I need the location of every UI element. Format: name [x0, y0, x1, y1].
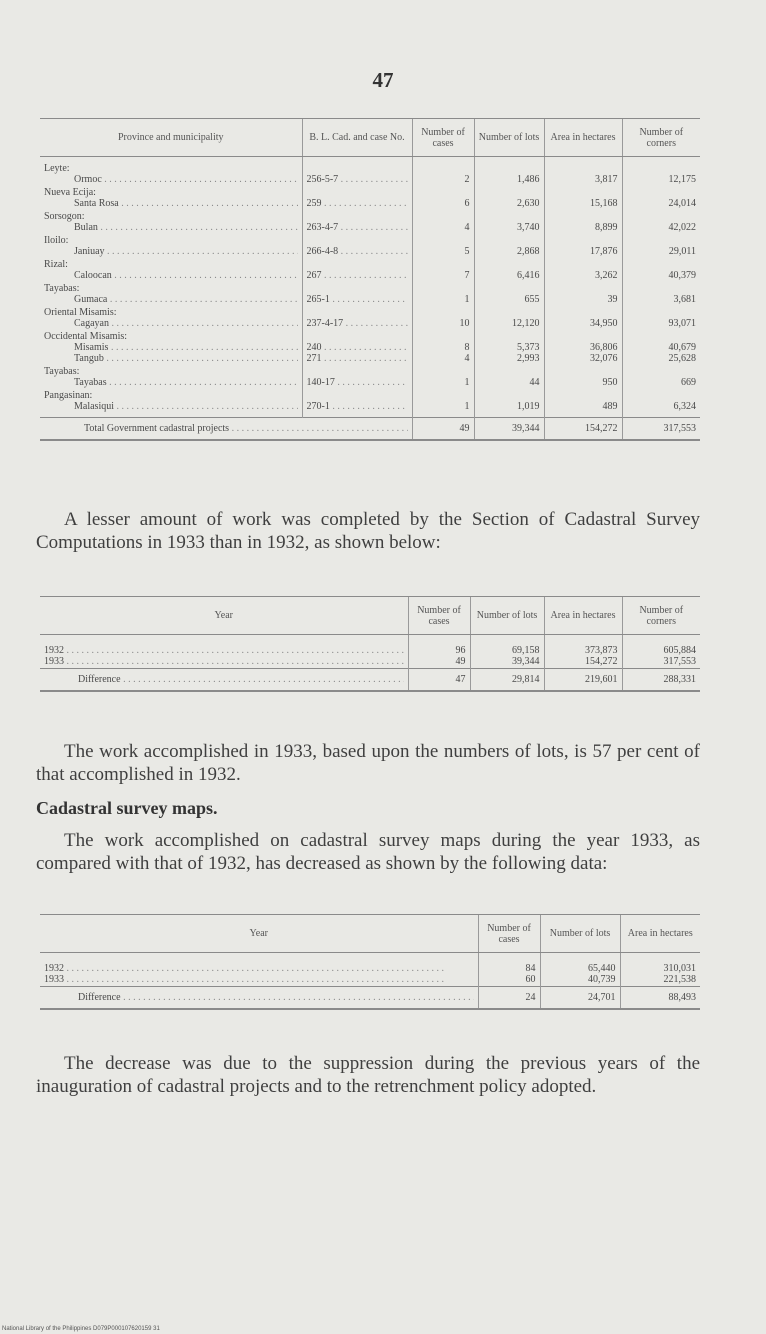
num-cases: 8 — [464, 341, 470, 353]
num-corners: 3,681 — [673, 293, 696, 305]
municipality-name: Cagayan . . . — [44, 318, 298, 329]
num-cases: 60 — [525, 974, 536, 985]
difference-area: 88,493 — [620, 987, 700, 1010]
case-number: 270-1 . . . — [307, 401, 408, 412]
num-lots: 2,868 — [517, 245, 540, 257]
num-corners: 42,022 — [668, 221, 696, 233]
cadastral-projects-table — [40, 118, 700, 441]
case-number: 256-5-7 . . . — [307, 174, 408, 185]
column-header: B. L. Cad. and case No. — [302, 119, 412, 157]
num-cases: 4 — [464, 221, 470, 233]
num-lots: 2,630 — [517, 197, 540, 209]
column-header: Year — [40, 915, 478, 953]
num-cases: 6 — [464, 197, 470, 209]
table-row — [40, 211, 700, 235]
case-number: 240 . . . — [307, 342, 408, 353]
paragraph-decrease: The decrease was due to the suppression during the previous years of the inauguration of cadastral projects and to the retrenchment policy adopted. — [36, 1053, 700, 1097]
municipality-name: Bulan . . . — [44, 222, 298, 233]
province-name: Pangasinan: — [44, 389, 93, 401]
section-heading: Cadastral survey maps. — [36, 798, 218, 818]
num-cases: 49 — [455, 656, 466, 667]
difference-row — [40, 987, 700, 1010]
table-row — [40, 235, 700, 259]
case-number: 259 . . . — [307, 198, 408, 209]
area-hectares: 3,817 — [595, 173, 618, 185]
difference-row — [40, 669, 700, 692]
num-lots: 69,158 — [512, 645, 540, 656]
area-hectares: 39 — [607, 293, 618, 305]
maps-comparison-table — [40, 914, 700, 1010]
table-row — [40, 953, 700, 987]
num-lots: 40,739 — [588, 974, 616, 985]
difference-lots: 24,701 — [540, 987, 620, 1010]
year-label: 1932 . . . — [44, 645, 404, 656]
column-header: Province and municipality — [40, 119, 302, 157]
num-lots: 5,373 — [517, 341, 540, 353]
case-number: 263-4-7 . . . — [307, 222, 408, 233]
num-cases: 10 — [459, 317, 470, 329]
num-cases: 1 — [464, 293, 470, 305]
num-lots: 3,740 — [517, 221, 540, 233]
province-name: Tayabas: — [44, 282, 80, 294]
column-header: Number of cases — [408, 597, 470, 635]
paragraph-percent: The work accomplished in 1933, based upon the numbers of lots, is 57 per cent of that accomplished in 1932. — [36, 741, 700, 785]
case-number: 237-4-17 . . . — [307, 318, 408, 329]
province-name: Nueva Ecija: — [44, 186, 96, 198]
area-hectares: 221,538 — [663, 974, 696, 985]
province-name: Tayabas: — [44, 365, 80, 377]
column-header: Number of lots — [470, 597, 544, 635]
num-corners: 24,014 — [668, 197, 696, 209]
page-number: 47 — [372, 68, 394, 92]
column-header: Area in hectares — [544, 119, 622, 157]
municipality-name: Caloocan . . . — [44, 270, 298, 281]
province-name: Rizal: — [44, 258, 68, 270]
num-corners: 25,628 — [668, 352, 696, 364]
column-header: Area in hectares — [620, 915, 700, 953]
table-row — [40, 366, 700, 390]
table-row — [40, 163, 700, 187]
num-cases: 7 — [464, 269, 470, 281]
municipality-name: Misamis . . . — [44, 342, 298, 353]
municipality-name: Ormoc . . . — [44, 174, 298, 185]
difference-label: Difference . . . — [78, 674, 404, 685]
area-hectares: 489 — [602, 400, 618, 412]
case-number: 271 . . . — [307, 353, 408, 364]
case-number: 140-17 . . . — [307, 377, 408, 388]
year-label: 1933 . . . — [44, 656, 404, 667]
difference-label: Difference . . . — [78, 992, 474, 1003]
province-name: Leyte: — [44, 162, 70, 174]
table-row — [40, 187, 700, 211]
area-hectares: 32,076 — [590, 352, 618, 364]
column-header: Number of cases — [478, 915, 540, 953]
column-header: Number of corners — [622, 119, 700, 157]
column-header: Number of lots — [474, 119, 544, 157]
area-hectares: 373,873 — [585, 645, 618, 656]
total-label: Total Government cadastral projects . . . — [84, 423, 408, 434]
table-row — [40, 307, 700, 331]
case-number: 265-1 . . . — [307, 294, 408, 305]
column-header: Number of cases — [412, 119, 474, 157]
case-number: 266-4-8 . . . — [307, 246, 408, 257]
difference-cases: 47 — [408, 669, 470, 692]
table-row — [40, 635, 700, 669]
num-lots: 2,993 — [517, 352, 540, 364]
table-row — [40, 331, 700, 366]
column-header: Area in hectares — [544, 597, 622, 635]
num-lots: 12,120 — [512, 317, 540, 329]
num-cases: 1 — [464, 376, 470, 388]
table-row — [40, 283, 700, 307]
case-number: 267 . . . — [307, 270, 408, 281]
difference-corners: 288,331 — [622, 669, 700, 692]
municipality-name: Tangub . . . — [44, 353, 298, 364]
num-cases: 4 — [464, 352, 470, 364]
area-hectares: 34,950 — [590, 317, 618, 329]
num-lots: 655 — [524, 293, 540, 305]
total-row — [40, 418, 700, 441]
column-header: Year — [40, 597, 408, 635]
footer-source: National Library of the Philippines D079P000107620159 31 — [2, 1326, 160, 1332]
num-lots: 1,486 — [517, 173, 540, 185]
municipality-name: Gumaca . . . — [44, 294, 298, 305]
num-corners: 40,379 — [668, 269, 696, 281]
num-lots: 6,416 — [517, 269, 540, 281]
area-hectares: 36,806 — [590, 341, 618, 353]
column-header: Number of corners — [622, 597, 700, 635]
num-corners: 6,324 — [673, 400, 696, 412]
year-label: 1933 . . . — [44, 974, 474, 985]
municipality-name: Janiuay . . . — [44, 246, 298, 257]
difference-area: 219,601 — [544, 669, 622, 692]
num-cases: 5 — [464, 245, 470, 257]
num-lots: 44 — [529, 376, 540, 388]
municipality-name: Santa Rosa . . . — [44, 198, 298, 209]
paragraph-maps: The work accomplished on cadastral survey maps during the year 1933, as compared with that of 1932, has decreased as shown by the following data: — [36, 830, 700, 874]
difference-cases: 24 — [478, 987, 540, 1010]
area-hectares: 154,272 — [585, 656, 618, 667]
area-hectares: 17,876 — [590, 245, 618, 257]
num-cases: 84 — [525, 963, 536, 974]
table-row — [40, 259, 700, 283]
area-hectares: 8,899 — [595, 221, 618, 233]
total-lots: 39,344 — [474, 418, 544, 441]
num-lots: 1,019 — [517, 400, 540, 412]
num-corners: 317,553 — [663, 656, 696, 667]
municipality-name: Malasiqui . . . — [44, 401, 298, 412]
municipality-name: Tayabas . . . — [44, 377, 298, 388]
num-corners: 29,011 — [668, 245, 696, 257]
num-corners: 669 — [681, 376, 696, 388]
area-hectares: 3,262 — [595, 269, 618, 281]
num-cases: 96 — [455, 645, 466, 656]
table-row — [40, 390, 700, 418]
num-corners: 12,175 — [668, 173, 696, 185]
year-label: 1932 . . . — [44, 963, 474, 974]
computations-comparison-table — [40, 596, 700, 692]
num-corners: 40,679 — [668, 341, 696, 353]
province-name: Sorsogon: — [44, 210, 85, 222]
column-header: Number of lots — [540, 915, 620, 953]
total-area: 154,272 — [544, 418, 622, 441]
num-corners: 605,884 — [663, 645, 696, 656]
num-lots: 39,344 — [512, 656, 540, 667]
area-hectares: 310,031 — [663, 963, 696, 974]
total-cases: 49 — [412, 418, 474, 441]
num-corners: 93,071 — [668, 317, 696, 329]
difference-lots: 29,814 — [470, 669, 544, 692]
area-hectares: 15,168 — [590, 197, 618, 209]
area-hectares: 950 — [602, 376, 618, 388]
num-cases: 1 — [464, 400, 470, 412]
table-header-row — [40, 119, 700, 157]
province-name: Oriental Misamis: — [44, 306, 117, 318]
paragraph-computations: A lesser amount of work was completed by the Section of Cadastral Survey Computations in 1933 than in 1932, as shown below: — [36, 509, 700, 553]
province-name: Occidental Misamis: — [44, 330, 128, 342]
total-corners: 317,553 — [622, 418, 700, 441]
num-lots: 65,440 — [588, 963, 616, 974]
num-cases: 2 — [464, 173, 470, 185]
province-name: Iloilo: — [44, 234, 69, 246]
